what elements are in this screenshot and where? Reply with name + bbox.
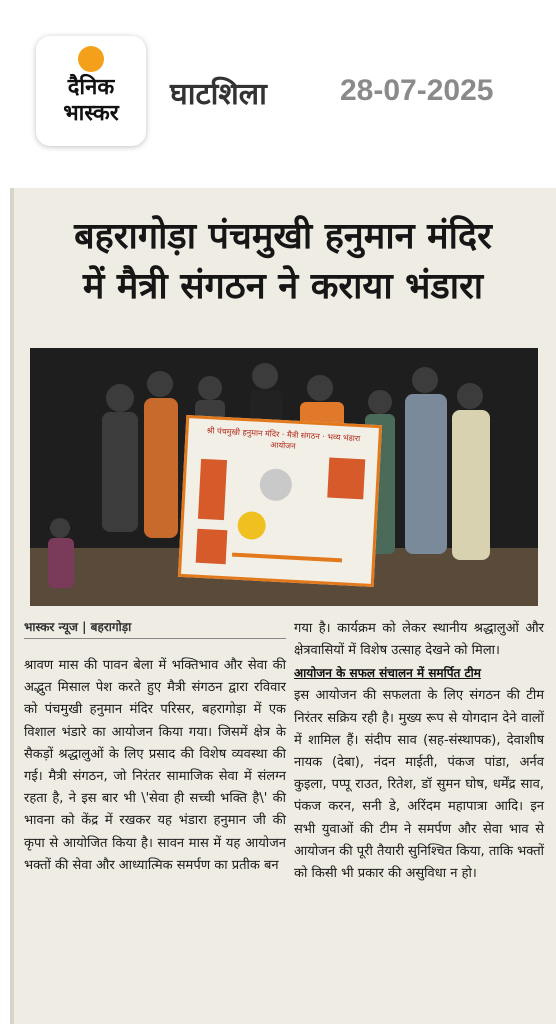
edition-date: 28-07-2025 (340, 74, 494, 107)
page-header (0, 0, 556, 180)
news-clipping (10, 188, 556, 1024)
place-name: घाटशिला (170, 77, 267, 112)
logo-line2: भास्कर (63, 101, 119, 126)
article-body-right-2: इस आयोजन की सफलता के लिए संगठन की टीम निरंतर सक्रिय रही है। मुख्य रूप से योगदान देने वालों में शामिल हैं। संदीप साव (सह-संस्थापक), देवाशीष नायक (देबा), नंदन माईती, पंकज पांडा, अर्नव कुइला, पप्पू राउत, रितेश, डॉ सुमन घोष, धर्मेंद्र साव, पंकज करन, सनी डे, अरिंदम महापात्रा आदि। इन सभी युवाओं की टीम ने समर्पण और सेवा भाव से आयोजन की पूरी तैयारी सुनिश्चित किया, ताकि भक्तों को किसी भी प्रकार की असुविधा न हो। (294, 688, 544, 882)
headline-line2: में मैत्री संगठन ने कराया भंडारा (82, 266, 484, 307)
headline (10, 212, 556, 312)
dainik-bhaskar-logo (36, 36, 146, 146)
paper-fold (10, 188, 14, 1024)
article-column-left (24, 618, 286, 877)
sun-icon (78, 46, 104, 72)
banner-artwork (181, 418, 379, 584)
event-photo (30, 348, 538, 606)
banner-text: श्री पंचमुखी हनुमान मंदिर · मैत्री संगठन · भव्य भंडारा आयोजन (206, 426, 361, 451)
dateline: भास्कर न्यूज | बहरागोड़ा (24, 618, 286, 639)
headline-line1: बहरागोड़ा पंचमुखी हनुमान मंदिर (74, 216, 492, 257)
event-banner (178, 415, 382, 587)
article-body-left: श्रावण मास की पावन बेला में भक्तिभाव और सेवा की अद्भुत मिसाल पेश करते हुए मैत्री संगठन द्वारा रविवार को पंचमुखी हनुमान मंदिर परिसर, बहरागोड़ा में एक विशाल भंडारे का आयोजन किया गया। जिसमें क्षेत्र के सैकड़ों श्रद्धालुओं के लिए प्रसाद की विशेष व्यवस्था की गई। मैत्री संगठन, जो निरंतर सामाजिक सेवा में संलग्न रहता है, ने इस बार भी \'सेवा ही सच्ची भक्ति है\' की भावना को केंद्र में रखकर यह भंडारा हनुमान जी की कृपा से आयोजित किया है। सावन मास में यह आयोजन भक्तों की सेवा और आध्यात्मिक समर्पण का प्रतीक बन (24, 658, 286, 873)
article-column-right (294, 618, 544, 885)
logo-line1: दैनिक (67, 75, 115, 100)
subheading: आयोजन के सफल संचालन में समर्पित टीम (294, 666, 481, 681)
article-body-right-1: गया है। कार्यक्रम को लेकर स्थानीय श्रद्धालुओं और क्षेत्रवासियों में विशेष उत्साह देखने को मिला। (294, 621, 544, 659)
